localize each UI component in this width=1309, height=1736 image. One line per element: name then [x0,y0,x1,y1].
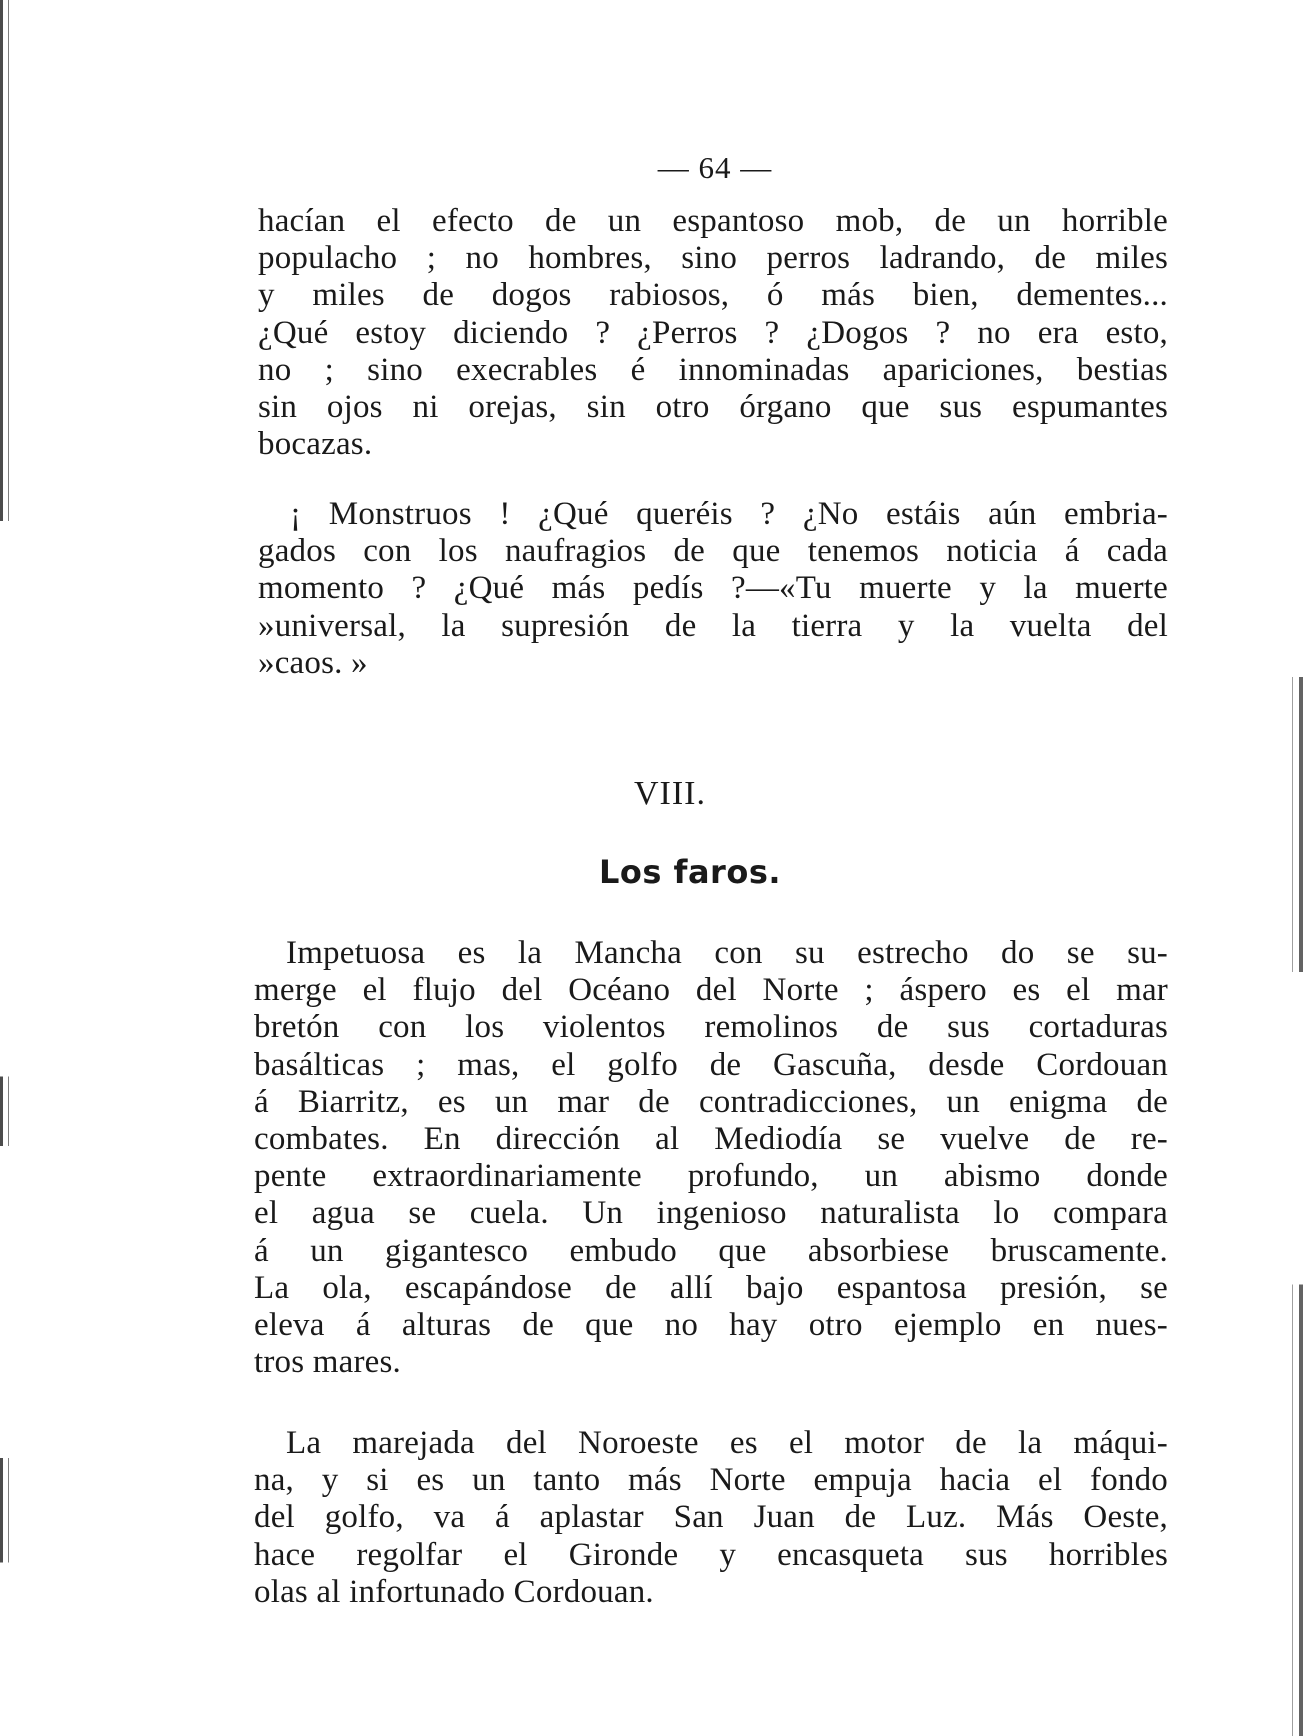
chapter-number: VIII. [633,775,707,812]
text-line: ¡ Monstruos ! ¿Qué queréis ? ¿No estáis aún embria- [290,496,1168,532]
text-line: combates. En dirección al Mediodía se vuelve de re- [254,1120,1168,1157]
scan-binding-edge-left [0,0,26,1736]
text-line: bretón con los violentos remolinos de sus cortaduras [254,1009,1168,1046]
text-line: La ola, escapándose de allí bajo espantosa presión, se [254,1269,1168,1306]
text-line: olas al infortunado Cordouan. [254,1573,654,1610]
text-line: del golfo, va á aplastar San Juan de Luz. Más Oeste, [254,1499,1168,1536]
text-line: ¿Qué estoy diciendo ? ¿Perros ? ¿Dogos ? no era esto, [258,314,1168,351]
text-line: Impetuosa es la Mancha con su estrecho do se su- [286,935,1168,971]
text-line: el agua se cuela. Un ingenioso naturalista lo compara [254,1195,1168,1232]
text-line: »caos. » [258,644,368,681]
text-line: eleva á alturas de que no hay otro ejemplo en nues- [254,1306,1168,1343]
text-line: populacho ; no hombres, sino perros ladrando, de miles [258,240,1168,277]
text-line: tros mares. [254,1344,401,1381]
text-line: hace regolfar el Gironde y encasqueta sus horribles [254,1536,1168,1573]
text-line: basálticas ; mas, el golfo de Gascuña, desde Cordouan [254,1046,1168,1083]
scan-binding-edge-right [1279,0,1309,1736]
paragraph-3 [254,935,1168,1381]
text-line: no ; sino execrables é innominadas apariciones, bestias [258,351,1168,388]
page-number: — 64 — [657,150,773,185]
chapter-title: Los faros. [598,853,782,891]
text-line: gados con los naufragios de que tenemos noticia á cada [258,533,1168,570]
text-line: momento ? ¿Qué más pedís ?—«Tu muerte y la muerte [258,570,1168,607]
text-line: y miles de dogos rabiosos, ó más bien, dementes... [258,277,1168,314]
text-line: pente extraordinariamente profundo, un abismo donde [254,1158,1168,1195]
text-line: bocazas. [258,426,373,463]
text-line: merge el flujo del Océano del Norte ; áspero es el mar [254,972,1168,1009]
paragraph-2 [258,496,1168,682]
text-line: La marejada del Noroeste es el motor de la máqui- [286,1425,1168,1461]
text-line: á Biarritz, es un mar de contradicciones, un enigma de [254,1083,1168,1120]
paragraph-1 [258,203,1168,463]
text-line: á un gigantesco embudo que absorbiese bruscamente. [254,1232,1168,1269]
text-line: »universal, la supresión de la tierra y la vuelta del [258,607,1168,644]
paragraph-4 [254,1425,1168,1611]
text-line: hacían el efecto de un espantoso mob, de un horrible [258,203,1168,239]
text-line: na, y si es un tanto más Norte empuja hacia el fondo [254,1462,1168,1499]
text-line: sin ojos ni orejas, sin otro órgano que sus espumantes [258,388,1168,425]
